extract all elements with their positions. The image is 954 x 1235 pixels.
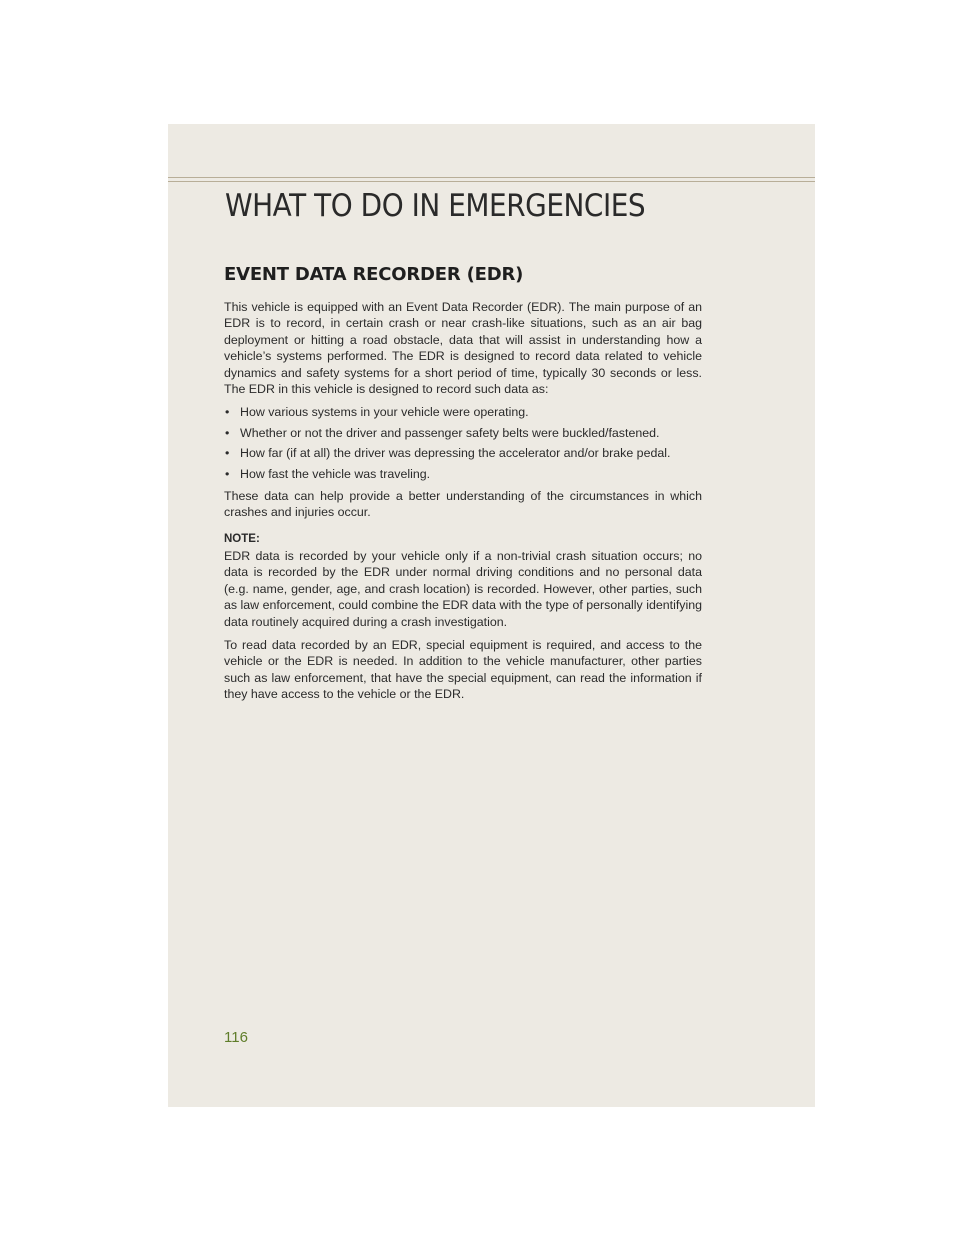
- recorded-data-list: [224, 404, 702, 482]
- article-body: [224, 263, 702, 710]
- list-item-text: Whether or not the driver and passenger safety belts were buckled/fastened.: [240, 425, 660, 440]
- list-item: [224, 404, 702, 420]
- list-item-text: How fast the vehicle was traveling.: [240, 466, 431, 481]
- bullet-marker: •: [225, 405, 230, 420]
- closing-paragraph: To read data recorded by an EDR, special equipment is required, and access to the vehicle or the EDR is needed. In addition to the vehicle manufacturer, other parties such as law enforcement, that have the special equipment, can read the information if they have access to the vehicle or the EDR.: [224, 637, 702, 702]
- bullet-marker: •: [225, 446, 230, 461]
- list-item-text: How far (if at all) the driver was depressing the accelerator and/or brake pedal.: [240, 446, 671, 461]
- note-paragraph: EDR data is recorded by your vehicle only if a non-trivial crash situation occurs; no data is recorded by the EDR under normal driving conditions and no personal data (e.g. name, gender, age, and crash location) is recorded. However, other parties, such as law enforcement, could combine the EDR data with the type of personally identifying data routinely acquired during a crash investigation.: [224, 548, 702, 629]
- section-title: WHAT TO DO IN EMERGENCIES: [225, 188, 646, 224]
- manual-page: [168, 124, 815, 1107]
- intro-paragraph: This vehicle is equipped with an Event Data Recorder (EDR). The main purpose of an EDR is to record, in certain crash or near crash-like situations, such as an air bag deployment or hitting a road obstacle, data that will assist in understanding how a vehicle’s systems performed. The EDR is designed to record data related to vehicle dynamics and safety systems for a short period of time, typically 30 seconds or less. The EDR in this vehicle is designed to record such data as:: [224, 300, 702, 397]
- list-item-text: How various systems in your vehicle were operating.: [240, 405, 529, 420]
- list-item: [224, 445, 702, 461]
- list-item: [224, 425, 702, 441]
- list-item: [224, 466, 702, 482]
- article-heading: EVENT DATA RECORDER (EDR): [224, 264, 524, 285]
- bullet-marker: •: [225, 466, 230, 481]
- header-rule-top: [168, 177, 815, 178]
- bullet-marker: •: [225, 425, 230, 440]
- header-rule-bottom: [168, 181, 815, 182]
- note-label: NOTE:: [224, 532, 260, 545]
- page-number: 116: [224, 1029, 248, 1046]
- summary-paragraph: These data can help provide a better understanding of the circumstances in which crashes and injuries occur.: [224, 489, 702, 520]
